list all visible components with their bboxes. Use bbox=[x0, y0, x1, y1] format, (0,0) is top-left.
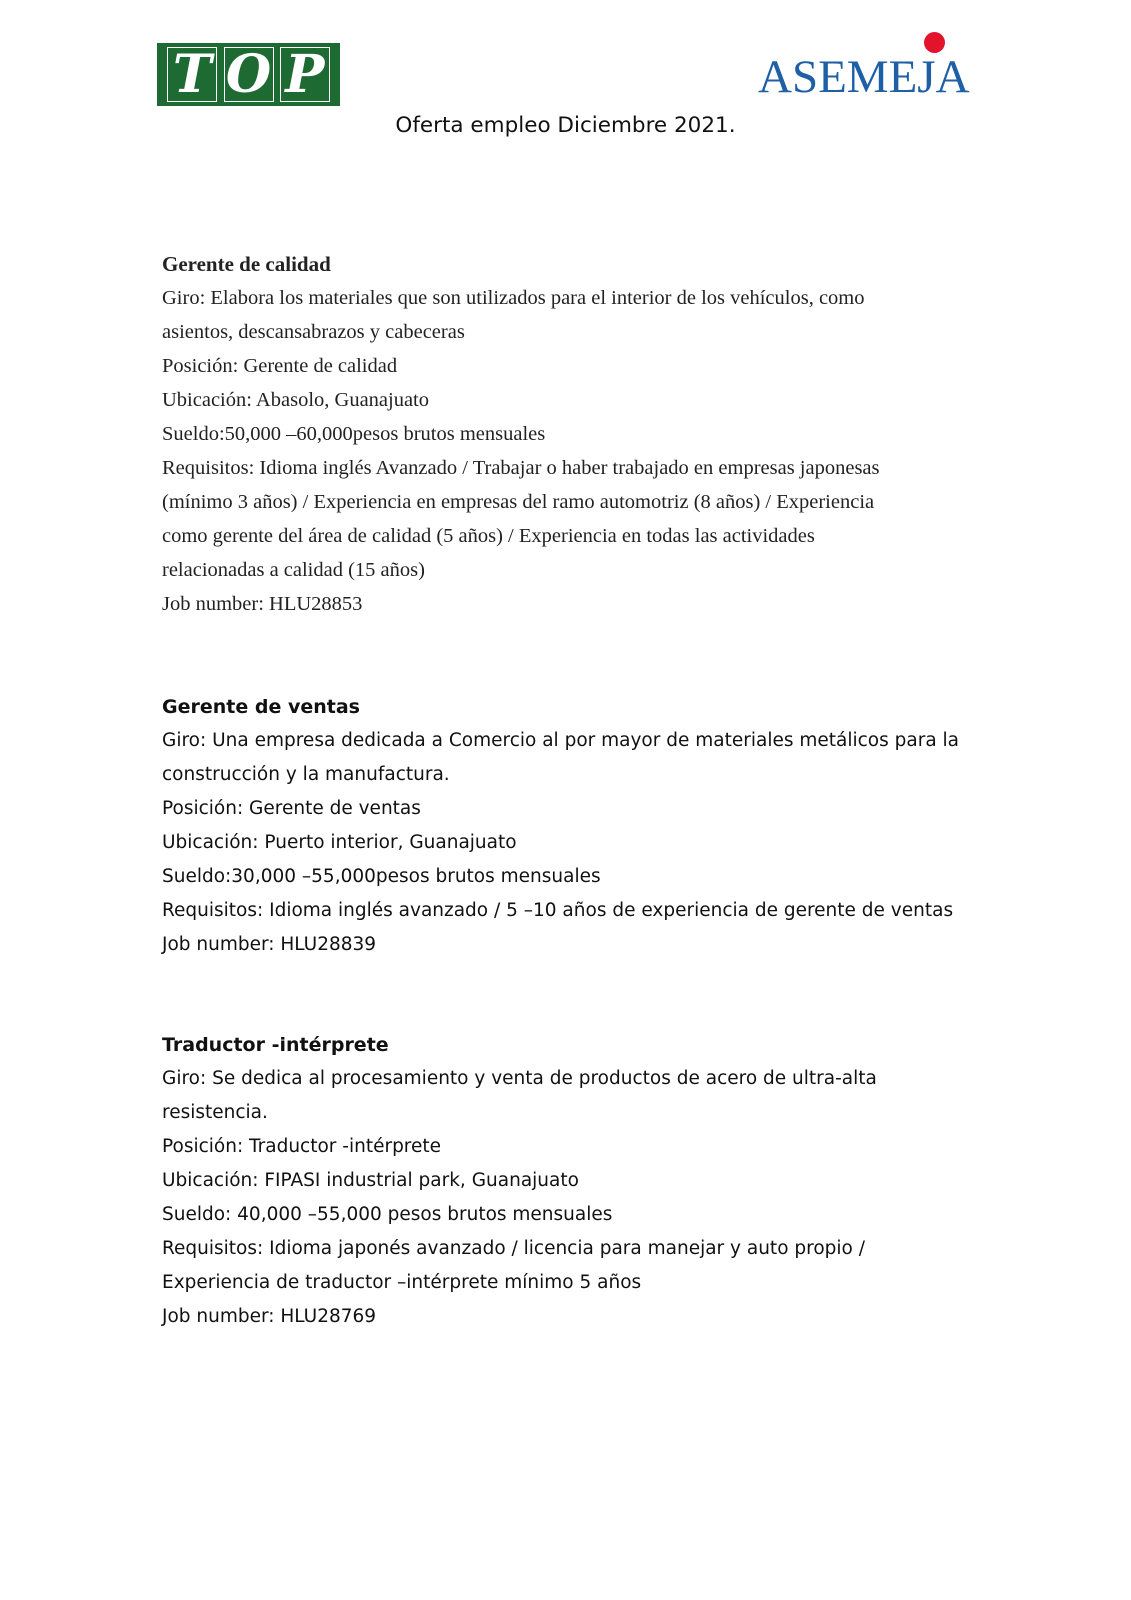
job-detail-line: Posición: Gerente de ventas bbox=[162, 798, 421, 819]
job-detail-line: Posición: Traductor -intérprete bbox=[162, 1136, 442, 1157]
job-detail-line: (mínimo 3 años) / Experiencia en empresas del ramo automotriz (8 años) / Experiencia bbox=[162, 491, 875, 513]
document-title: Oferta empleo Diciembre 2021. bbox=[395, 113, 736, 138]
job-offer-translator-interpreter bbox=[162, 1028, 962, 1334]
job-detail-line: Sueldo:30,000 –55,000pesos brutos mensuales bbox=[162, 866, 601, 887]
top-logo-letter: T bbox=[167, 47, 217, 102]
job-detail-line: Giro: Se dedica al procesamiento y venta de productos de acero de ultra-alta bbox=[162, 1068, 877, 1089]
job-detail-line: como gerente del área de calidad (5 años) / Experiencia en todas las actividades bbox=[162, 525, 815, 547]
job-detail-line: Ubicación: Puerto interior, Guanajuato bbox=[162, 832, 517, 853]
job-detail-line: Sueldo: 40,000 –55,000 pesos brutos mensuales bbox=[162, 1204, 613, 1225]
job-detail-line: asientos, descansabrazos y cabeceras bbox=[162, 321, 465, 343]
job-number: Job number: HLU28853 bbox=[162, 593, 363, 615]
job-detail-line: relacionadas a calidad (15 años) bbox=[162, 559, 425, 581]
top-logo-letter: O bbox=[224, 47, 274, 102]
job-number: Job number: HLU28769 bbox=[162, 1306, 377, 1327]
asemeja-logo-text: ASEMEJA bbox=[758, 51, 970, 103]
top-logo-letter: P bbox=[280, 47, 330, 102]
job-title: Traductor -intérprete bbox=[162, 1034, 389, 1056]
job-detail-line: Posición: Gerente de calidad bbox=[162, 355, 398, 377]
job-title: Gerente de calidad bbox=[162, 252, 331, 276]
job-detail-line: Ubicación: FIPASI industrial park, Guanajuato bbox=[162, 1170, 579, 1191]
job-detail-line: Requisitos: Idioma inglés Avanzado / Trabajar o haber trabajado en empresas japonesas bbox=[162, 457, 880, 479]
job-number: Job number: HLU28839 bbox=[162, 934, 377, 955]
job-detail-line: Requisitos: Idioma inglés avanzado / 5 –10 años de experiencia de gerente de ventas bbox=[162, 900, 954, 921]
job-detail-line: Ubicación: Abasolo, Guanajuato bbox=[162, 389, 430, 411]
job-detail-line: Experiencia de traductor –intérprete mínimo 5 años bbox=[162, 1272, 642, 1293]
job-offer-sales-manager bbox=[162, 690, 962, 962]
job-detail-line: construcción y la manufactura. bbox=[162, 764, 450, 785]
job-detail-line: Sueldo:50,000 –60,000pesos brutos mensuales bbox=[162, 423, 546, 445]
job-offer-quality-manager bbox=[162, 247, 962, 621]
job-detail-line: Giro: Elabora los materiales que son utilizados para el interior de los vehículos, como bbox=[162, 287, 865, 309]
asemeja-logo bbox=[758, 28, 978, 110]
job-detail-line: resistencia. bbox=[162, 1102, 268, 1123]
job-title: Gerente de ventas bbox=[162, 696, 360, 718]
job-detail-line: Requisitos: Idioma japonés avanzado / licencia para manejar y auto propio / bbox=[162, 1238, 865, 1259]
top-logo bbox=[157, 43, 340, 106]
job-detail-line: Giro: Una empresa dedicada a Comercio al por mayor de materiales metálicos para la bbox=[162, 730, 960, 751]
